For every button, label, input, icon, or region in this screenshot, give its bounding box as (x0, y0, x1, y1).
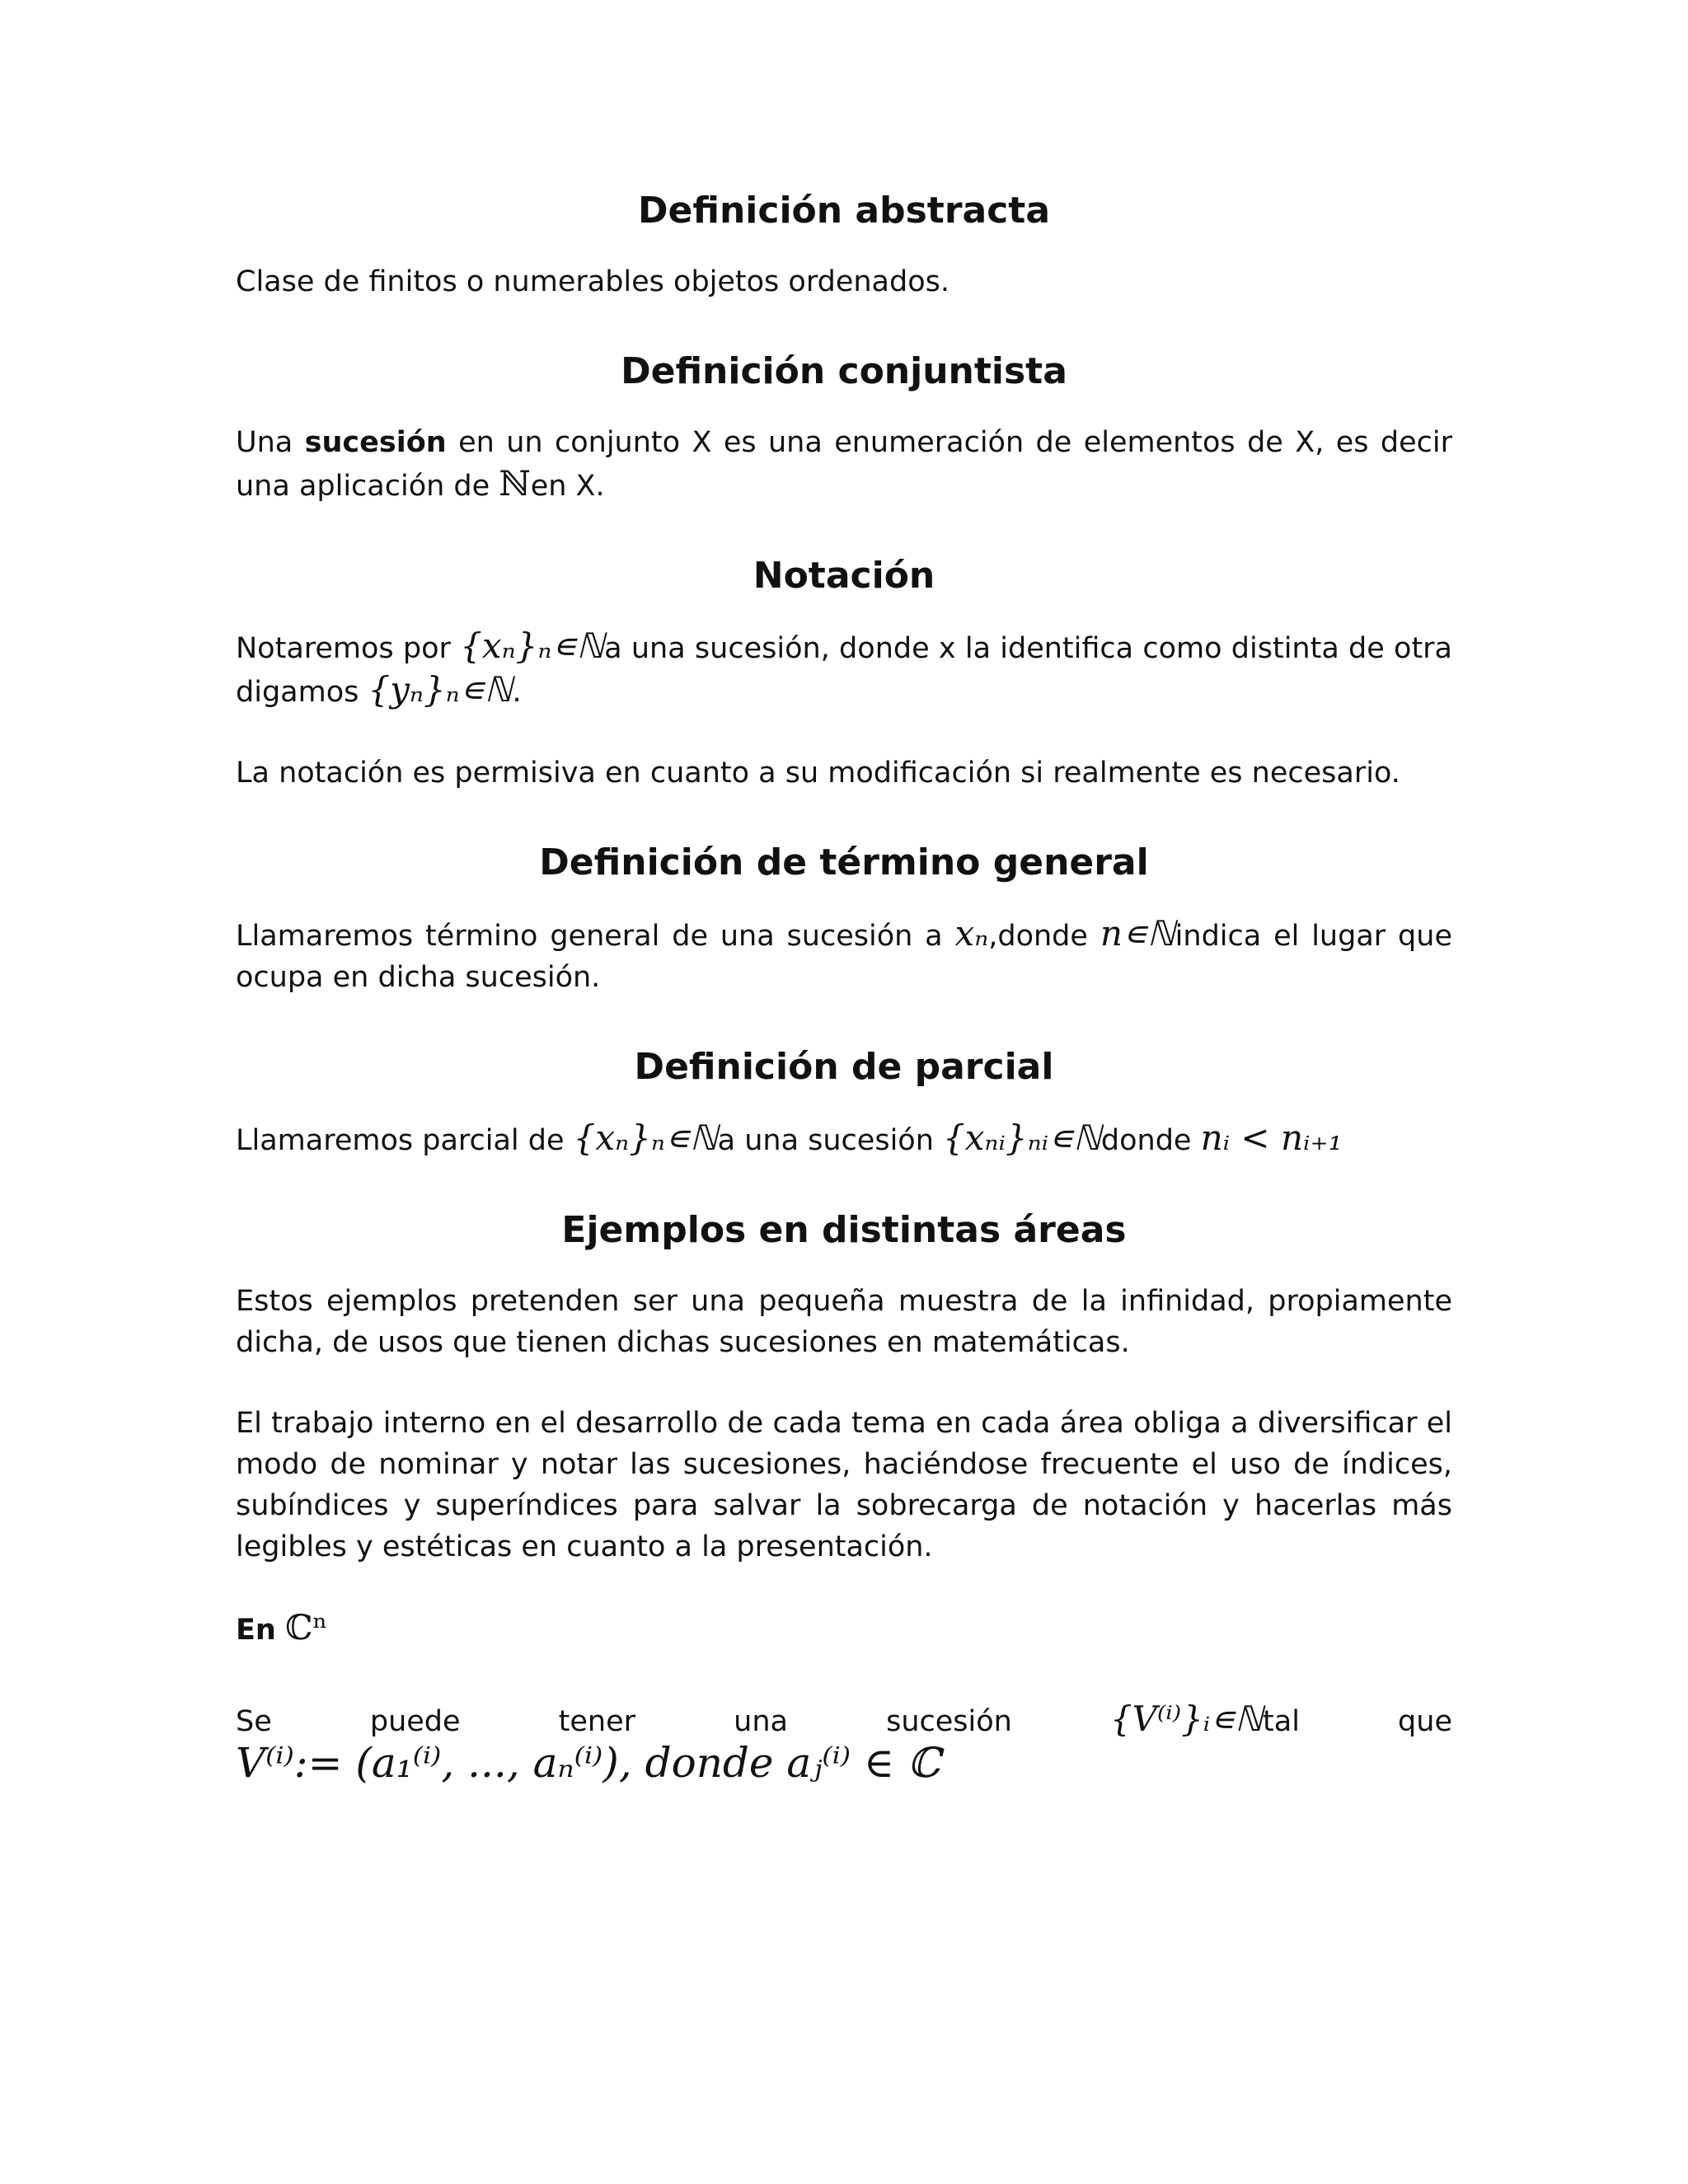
math-v-with-tal (1110, 1699, 1300, 1742)
text-run: a una sucesión, donde x la identifica como distinta de otra digamos (236, 632, 1453, 710)
paragraph-notacion-2: La notación es permisiva en cuanto a su modificación si realmente es necesario. (236, 757, 1400, 790)
justified-line (236, 1699, 1452, 1742)
word: sucesión (886, 1704, 1012, 1738)
math-naturals: ℕ (499, 462, 531, 504)
text-run: indica el lugar que ocupa en dicha sucesión. (236, 920, 1452, 995)
math-sequence-y: {yₙ}ₙ∊ℕ (368, 669, 513, 710)
word: Se (236, 1704, 272, 1738)
math-subsequence: {xₙᵢ}ₙᵢ∊ℕ (943, 1117, 1101, 1158)
text-run: donde (1100, 1123, 1201, 1157)
text-run: en un conjunto X es una enumeración de elementos de X, es decir una aplicación de (236, 425, 1452, 503)
paragraph-termino-general (236, 913, 1452, 998)
label-en: En (236, 1613, 276, 1647)
text-run: ,donde (988, 920, 1100, 954)
heading-definicion-abstracta: Definición abstracta (637, 190, 1051, 232)
word: tener (558, 1704, 636, 1738)
text-run: a una sucesión (717, 1123, 944, 1157)
math-sequence-x: {xₙ}ₙ∊ℕ (460, 626, 605, 667)
text-run: Notaremos por (236, 632, 461, 666)
word: puede (369, 1704, 461, 1738)
paragraph-abstracta: Clase de finitos o numerables objetos ordenados. (236, 265, 950, 298)
math-n-in-naturals: n∊ℕ (1100, 913, 1175, 954)
math-sequence-v: {V⁽ⁱ⁾}ᵢ∊ℕ (1109, 1698, 1264, 1739)
text-run: . (512, 676, 522, 710)
math-inequality: nᵢ < nᵢ₊₁ (1200, 1117, 1343, 1158)
text-run: Llamaremos término general de una sucesión a (236, 920, 955, 954)
text-run: Llamaremos parcial de (236, 1123, 574, 1157)
paragraph-ejemplos-2: El trabajo interno en el desarrollo de cada tema en cada área obliga a diversificar el modo de nominar y notar las sucesiones, haciéndose frecuente el uso de índices, subíndices y superíndices para salvar la sobrecarga de notación y hacerlas más legibles y estéticas en cuanto a la presentación. (236, 1406, 1452, 1563)
paragraph-sucesion-v (236, 1699, 1452, 1788)
heading-definicion-conjuntista: Definición conjuntista (621, 349, 1067, 392)
math-xn: xₙ (954, 913, 989, 954)
heading-termino-general: Definición de término general (539, 841, 1149, 884)
formula-line (236, 1738, 1452, 1788)
paragraph-conjuntista (236, 422, 1452, 507)
math-cn: ℂⁿ (284, 1606, 328, 1647)
paragraph-parcial (236, 1118, 1452, 1161)
word: tal (1263, 1704, 1300, 1738)
heading-parcial: Definición de parcial (634, 1046, 1054, 1089)
subheading-en-cn (236, 1607, 1452, 1651)
math-sequence-x: {xₙ}ₙ∊ℕ (573, 1117, 718, 1158)
word: que (1398, 1704, 1452, 1738)
heading-notacion: Notación (753, 554, 935, 597)
math-formula-v: V⁽ⁱ⁾:= (a₁⁽ⁱ⁾, ..., aₙ⁽ⁱ⁾), donde aⱼ⁽ⁱ⁾ ∈ ℂ (236, 1738, 940, 1787)
word: una (734, 1704, 788, 1738)
paragraph-ejemplos-1: Estos ejemplos pretenden ser una pequeña muestra de la infinidad, propiamente dicha, de usos que tienen dichas sucesiones en matemáticas. (236, 1284, 1452, 1359)
paragraph-notacion-1 (236, 626, 1452, 713)
text-run: Una (236, 425, 305, 459)
text-run: en X. (530, 469, 605, 503)
bold-term: sucesión (304, 425, 447, 459)
heading-ejemplos: Ejemplos en distintas áreas (561, 1208, 1127, 1251)
